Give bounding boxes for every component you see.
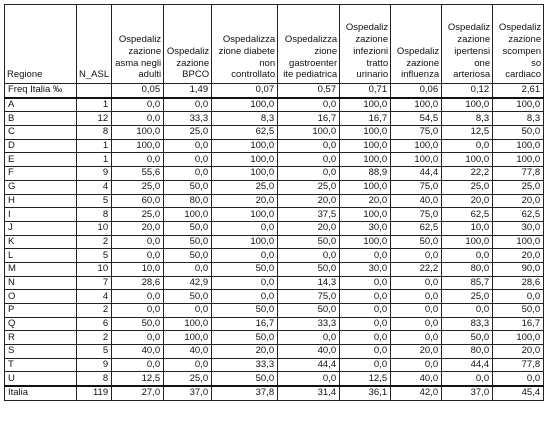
cell-n-asl: 5 [77, 249, 112, 263]
cell-scompenso: 45,4 [493, 386, 544, 400]
cell-bpco: 25,0 [164, 372, 212, 386]
cell-bpco: 0,0 [164, 262, 212, 276]
cell-region: N [5, 276, 77, 290]
cell-infezioni-urinarie: 0,0 [340, 276, 391, 290]
cell-influenza: 40,0 [391, 372, 442, 386]
cell-region: H [5, 194, 77, 208]
cell-ipertensione: 44,4 [442, 358, 493, 372]
cell-ipertensione: 0,0 [442, 139, 493, 153]
cell-bpco: 42,9 [164, 276, 212, 290]
cell-n-asl [77, 84, 112, 98]
cell-n-asl: 12 [77, 112, 112, 126]
cell-influenza: 50,0 [391, 235, 442, 249]
cell-diabete: 100,0 [212, 98, 278, 112]
cell-influenza: 75,0 [391, 180, 442, 194]
cell-region: C [5, 126, 77, 140]
cell-influenza: 0,0 [391, 304, 442, 318]
cell-scompenso: 50,0 [493, 304, 544, 318]
header-bpco: Ospedaliz zazione BPCO [164, 5, 212, 84]
cell-influenza: 0,0 [391, 317, 442, 331]
cell-bpco: 33,3 [164, 112, 212, 126]
cell-n-asl: 9 [77, 358, 112, 372]
cell-bpco: 0,0 [164, 153, 212, 167]
cell-bpco: 0,0 [164, 358, 212, 372]
table-row [5, 221, 544, 235]
cell-n-asl: 2 [77, 331, 112, 345]
cell-asma: 0,0 [112, 112, 164, 126]
cell-asma: 100,0 [112, 126, 164, 140]
cell-diabete: 37,8 [212, 386, 278, 400]
cell-ipertensione: 10,0 [442, 221, 493, 235]
cell-n-asl: 7 [77, 276, 112, 290]
cell-gastroenterite: 0,0 [278, 331, 340, 345]
cell-region: G [5, 180, 77, 194]
cell-scompenso: 0,0 [493, 372, 544, 386]
cell-scompenso: 20,0 [493, 194, 544, 208]
cell-scompenso: 25,0 [493, 180, 544, 194]
cell-scompenso: 62,5 [493, 208, 544, 222]
hospitalization-table [4, 4, 544, 401]
cell-influenza: 0,0 [391, 331, 442, 345]
cell-infezioni-urinarie: 100,0 [340, 126, 391, 140]
cell-bpco: 100,0 [164, 317, 212, 331]
cell-gastroenterite: 0,0 [278, 167, 340, 181]
cell-scompenso: 100,0 [493, 235, 544, 249]
cell-gastroenterite: 75,0 [278, 290, 340, 304]
table-row [5, 358, 544, 372]
table-body [5, 84, 544, 401]
cell-n-asl: 6 [77, 317, 112, 331]
cell-ipertensione: 25,0 [442, 290, 493, 304]
table-row [5, 317, 544, 331]
cell-diabete: 33,3 [212, 358, 278, 372]
cell-bpco: 0,0 [164, 167, 212, 181]
cell-region: L [5, 249, 77, 263]
cell-influenza: 0,06 [391, 84, 442, 98]
cell-bpco: 0,0 [164, 139, 212, 153]
cell-diabete: 100,0 [212, 167, 278, 181]
cell-region: R [5, 331, 77, 345]
cell-infezioni-urinarie: 0,0 [340, 358, 391, 372]
cell-asma: 0,0 [112, 304, 164, 318]
cell-scompenso: 28,6 [493, 276, 544, 290]
freq-italia-row [5, 84, 544, 98]
cell-ipertensione: 80,0 [442, 345, 493, 359]
cell-gastroenterite: 44,4 [278, 358, 340, 372]
cell-scompenso: 30,0 [493, 221, 544, 235]
cell-n-asl: 2 [77, 235, 112, 249]
cell-gastroenterite: 0,57 [278, 84, 340, 98]
cell-ipertensione: 0,12 [442, 84, 493, 98]
table-row [5, 262, 544, 276]
cell-region: K [5, 235, 77, 249]
cell-influenza: 100,0 [391, 98, 442, 112]
cell-infezioni-urinarie: 0,0 [340, 290, 391, 304]
cell-diabete: 50,0 [212, 331, 278, 345]
cell-ipertensione: 37,0 [442, 386, 493, 400]
cell-bpco: 50,0 [164, 235, 212, 249]
cell-region: U [5, 372, 77, 386]
header-region: Regione [5, 5, 77, 84]
cell-n-asl: 4 [77, 180, 112, 194]
cell-n-asl: 1 [77, 98, 112, 112]
cell-infezioni-urinarie: 30,0 [340, 221, 391, 235]
header-asma: Ospedaliz zazione asma negli adulti [112, 5, 164, 84]
cell-asma: 60,0 [112, 194, 164, 208]
cell-infezioni-urinarie: 12,5 [340, 372, 391, 386]
header-diabete: Ospedalizza zione diabete non controllato [212, 5, 278, 84]
cell-ipertensione: 62,5 [442, 208, 493, 222]
cell-ipertensione: 22,2 [442, 167, 493, 181]
cell-n-asl: 5 [77, 194, 112, 208]
cell-bpco: 40,0 [164, 345, 212, 359]
header-row [5, 5, 544, 84]
cell-gastroenterite: 16,7 [278, 112, 340, 126]
cell-bpco: 25,0 [164, 126, 212, 140]
cell-region: M [5, 262, 77, 276]
cell-infezioni-urinarie: 0,0 [340, 331, 391, 345]
cell-bpco: 0,0 [164, 98, 212, 112]
cell-region: J [5, 221, 77, 235]
cell-bpco: 80,0 [164, 194, 212, 208]
cell-asma: 0,0 [112, 235, 164, 249]
table-row [5, 276, 544, 290]
cell-diabete: 25,0 [212, 180, 278, 194]
header-gastroenterite: Ospedalizza zione gastroenter ite pediatrica [278, 5, 340, 84]
cell-infezioni-urinarie: 36,1 [340, 386, 391, 400]
cell-influenza: 0,0 [391, 276, 442, 290]
cell-ipertensione: 8,3 [442, 112, 493, 126]
cell-ipertensione: 100,0 [442, 98, 493, 112]
cell-influenza: 40,0 [391, 194, 442, 208]
cell-influenza: 22,2 [391, 262, 442, 276]
cell-ipertensione: 85,7 [442, 276, 493, 290]
cell-diabete: 100,0 [212, 139, 278, 153]
cell-infezioni-urinarie: 30,0 [340, 262, 391, 276]
cell-diabete: 16,7 [212, 317, 278, 331]
cell-influenza: 75,0 [391, 208, 442, 222]
cell-diabete: 50,0 [212, 262, 278, 276]
cell-region: F [5, 167, 77, 181]
cell-asma: 25,0 [112, 180, 164, 194]
cell-asma: 0,0 [112, 331, 164, 345]
cell-infezioni-urinarie: 100,0 [340, 180, 391, 194]
cell-scompenso: 0,0 [493, 290, 544, 304]
cell-region: O [5, 290, 77, 304]
header-scompenso: Ospedaliz zazione scompen so cardiaco [493, 5, 544, 84]
cell-scompenso: 100,0 [493, 153, 544, 167]
header-influenza: Ospedaliz zazione influenza [391, 5, 442, 84]
cell-ipertensione: 0,0 [442, 249, 493, 263]
cell-asma: 0,0 [112, 249, 164, 263]
header-infezioni-urinarie: Ospedaliz zazione infezioni tratto urinario [340, 5, 391, 84]
cell-infezioni-urinarie: 16,7 [340, 112, 391, 126]
cell-gastroenterite: 100,0 [278, 126, 340, 140]
table-row [5, 112, 544, 126]
data-table-container [4, 4, 544, 401]
cell-ipertensione: 20,0 [442, 194, 493, 208]
cell-gastroenterite: 20,0 [278, 194, 340, 208]
cell-diabete: 100,0 [212, 208, 278, 222]
cell-influenza: 42,0 [391, 386, 442, 400]
cell-diabete: 100,0 [212, 235, 278, 249]
table-row [5, 249, 544, 263]
cell-ipertensione: 12,5 [442, 126, 493, 140]
cell-asma: 25,0 [112, 208, 164, 222]
cell-region: D [5, 139, 77, 153]
table-row [5, 153, 544, 167]
cell-influenza: 20,0 [391, 345, 442, 359]
cell-diabete: 20,0 [212, 194, 278, 208]
cell-diabete: 50,0 [212, 372, 278, 386]
cell-scompenso: 50,0 [493, 126, 544, 140]
cell-diabete: 0,0 [212, 276, 278, 290]
cell-diabete: 62,5 [212, 126, 278, 140]
cell-diabete: 0,0 [212, 249, 278, 263]
cell-n-asl: 10 [77, 262, 112, 276]
cell-ipertensione: 100,0 [442, 153, 493, 167]
cell-bpco: 50,0 [164, 290, 212, 304]
cell-bpco: 50,0 [164, 249, 212, 263]
cell-diabete: 8,3 [212, 112, 278, 126]
cell-influenza: 0,0 [391, 290, 442, 304]
cell-region: E [5, 153, 77, 167]
cell-ipertensione: 0,0 [442, 372, 493, 386]
cell-scompenso: 100,0 [493, 331, 544, 345]
cell-bpco: 100,0 [164, 331, 212, 345]
cell-asma: 40,0 [112, 345, 164, 359]
cell-n-asl: 4 [77, 290, 112, 304]
table-row [5, 345, 544, 359]
cell-bpco: 1,49 [164, 84, 212, 98]
cell-n-asl: 5 [77, 345, 112, 359]
cell-gastroenterite: 40,0 [278, 345, 340, 359]
cell-scompenso: 20,0 [493, 345, 544, 359]
cell-ipertensione: 83,3 [442, 317, 493, 331]
cell-gastroenterite: 37,5 [278, 208, 340, 222]
cell-diabete: 100,0 [212, 153, 278, 167]
cell-gastroenterite: 31,4 [278, 386, 340, 400]
cell-gastroenterite: 0,0 [278, 98, 340, 112]
cell-infezioni-urinarie: 0,0 [340, 304, 391, 318]
cell-n-asl: 1 [77, 139, 112, 153]
cell-asma: 100,0 [112, 139, 164, 153]
cell-diabete: 0,0 [212, 290, 278, 304]
table-row [5, 180, 544, 194]
table-row [5, 235, 544, 249]
table-row [5, 126, 544, 140]
cell-asma: 50,0 [112, 317, 164, 331]
cell-influenza: 0,0 [391, 249, 442, 263]
cell-influenza: 75,0 [391, 126, 442, 140]
header-n-asl: N_ASL [77, 5, 112, 84]
cell-n-asl: 8 [77, 208, 112, 222]
cell-bpco: 50,0 [164, 180, 212, 194]
cell-gastroenterite: 0,0 [278, 249, 340, 263]
cell-scompenso: 100,0 [493, 139, 544, 153]
cell-gastroenterite: 25,0 [278, 180, 340, 194]
cell-asma: 0,0 [112, 98, 164, 112]
cell-infezioni-urinarie: 0,0 [340, 249, 391, 263]
cell-infezioni-urinarie: 0,71 [340, 84, 391, 98]
cell-infezioni-urinarie: 100,0 [340, 208, 391, 222]
table-row [5, 194, 544, 208]
cell-scompenso: 77,8 [493, 167, 544, 181]
cell-region: I [5, 208, 77, 222]
cell-bpco: 50,0 [164, 221, 212, 235]
cell-scompenso: 100,0 [493, 98, 544, 112]
cell-n-asl: 10 [77, 221, 112, 235]
cell-gastroenterite: 50,0 [278, 262, 340, 276]
cell-n-asl: 1 [77, 153, 112, 167]
table-row [5, 208, 544, 222]
cell-asma: 0,0 [112, 153, 164, 167]
cell-region: P [5, 304, 77, 318]
cell-diabete: 0,0 [212, 221, 278, 235]
cell-asma: 0,05 [112, 84, 164, 98]
cell-infezioni-urinarie: 100,0 [340, 139, 391, 153]
cell-influenza: 0,0 [391, 358, 442, 372]
italia-total-row [5, 386, 544, 400]
cell-ipertensione: 0,0 [442, 304, 493, 318]
cell-infezioni-urinarie: 88,9 [340, 167, 391, 181]
cell-asma: 28,6 [112, 276, 164, 290]
table-row [5, 290, 544, 304]
cell-asma: 55,6 [112, 167, 164, 181]
cell-bpco: 0,0 [164, 304, 212, 318]
cell-scompenso: 16,7 [493, 317, 544, 331]
cell-influenza: 100,0 [391, 139, 442, 153]
cell-influenza: 100,0 [391, 153, 442, 167]
cell-region: Q [5, 317, 77, 331]
table-row [5, 98, 544, 112]
cell-gastroenterite: 0,0 [278, 139, 340, 153]
cell-influenza: 54,5 [391, 112, 442, 126]
cell-asma: 20,0 [112, 221, 164, 235]
cell-n-asl: 9 [77, 167, 112, 181]
cell-region: T [5, 358, 77, 372]
cell-infezioni-urinarie: 0,0 [340, 317, 391, 331]
cell-infezioni-urinarie: 100,0 [340, 235, 391, 249]
cell-asma: 27,0 [112, 386, 164, 400]
cell-bpco: 100,0 [164, 208, 212, 222]
table-row [5, 304, 544, 318]
cell-ipertensione: 100,0 [442, 235, 493, 249]
cell-region: B [5, 112, 77, 126]
cell-asma: 0,0 [112, 358, 164, 372]
cell-bpco: 37,0 [164, 386, 212, 400]
cell-scompenso: 8,3 [493, 112, 544, 126]
cell-scompenso: 20,0 [493, 249, 544, 263]
cell-influenza: 62,5 [391, 221, 442, 235]
cell-diabete: 50,0 [212, 304, 278, 318]
cell-gastroenterite: 33,3 [278, 317, 340, 331]
cell-gastroenterite: 0,0 [278, 372, 340, 386]
cell-influenza: 44,4 [391, 167, 442, 181]
cell-asma: 10,0 [112, 262, 164, 276]
cell-n-asl: 8 [77, 372, 112, 386]
cell-region: Freq Italia ‰ [5, 84, 77, 98]
cell-region: A [5, 98, 77, 112]
cell-gastroenterite: 14,3 [278, 276, 340, 290]
cell-scompenso: 77,8 [493, 358, 544, 372]
cell-gastroenterite: 50,0 [278, 235, 340, 249]
table-row [5, 167, 544, 181]
cell-ipertensione: 80,0 [442, 262, 493, 276]
cell-region: S [5, 345, 77, 359]
cell-region: Italia [5, 386, 77, 400]
cell-diabete: 20,0 [212, 345, 278, 359]
header-ipertensione: Ospedaliz zazione ipertensi one arteriosa [442, 5, 493, 84]
cell-ipertensione: 25,0 [442, 180, 493, 194]
cell-n-asl: 119 [77, 386, 112, 400]
cell-infezioni-urinarie: 0,0 [340, 345, 391, 359]
cell-gastroenterite: 0,0 [278, 153, 340, 167]
cell-infezioni-urinarie: 20,0 [340, 194, 391, 208]
cell-asma: 12,5 [112, 372, 164, 386]
cell-gastroenterite: 20,0 [278, 221, 340, 235]
cell-gastroenterite: 50,0 [278, 304, 340, 318]
cell-n-asl: 8 [77, 126, 112, 140]
cell-infezioni-urinarie: 100,0 [340, 153, 391, 167]
cell-n-asl: 2 [77, 304, 112, 318]
table-row [5, 139, 544, 153]
cell-ipertensione: 50,0 [442, 331, 493, 345]
table-row [5, 331, 544, 345]
cell-infezioni-urinarie: 100,0 [340, 98, 391, 112]
cell-scompenso: 90,0 [493, 262, 544, 276]
table-row [5, 372, 544, 386]
cell-scompenso: 2,61 [493, 84, 544, 98]
cell-diabete: 0,07 [212, 84, 278, 98]
cell-asma: 0,0 [112, 290, 164, 304]
